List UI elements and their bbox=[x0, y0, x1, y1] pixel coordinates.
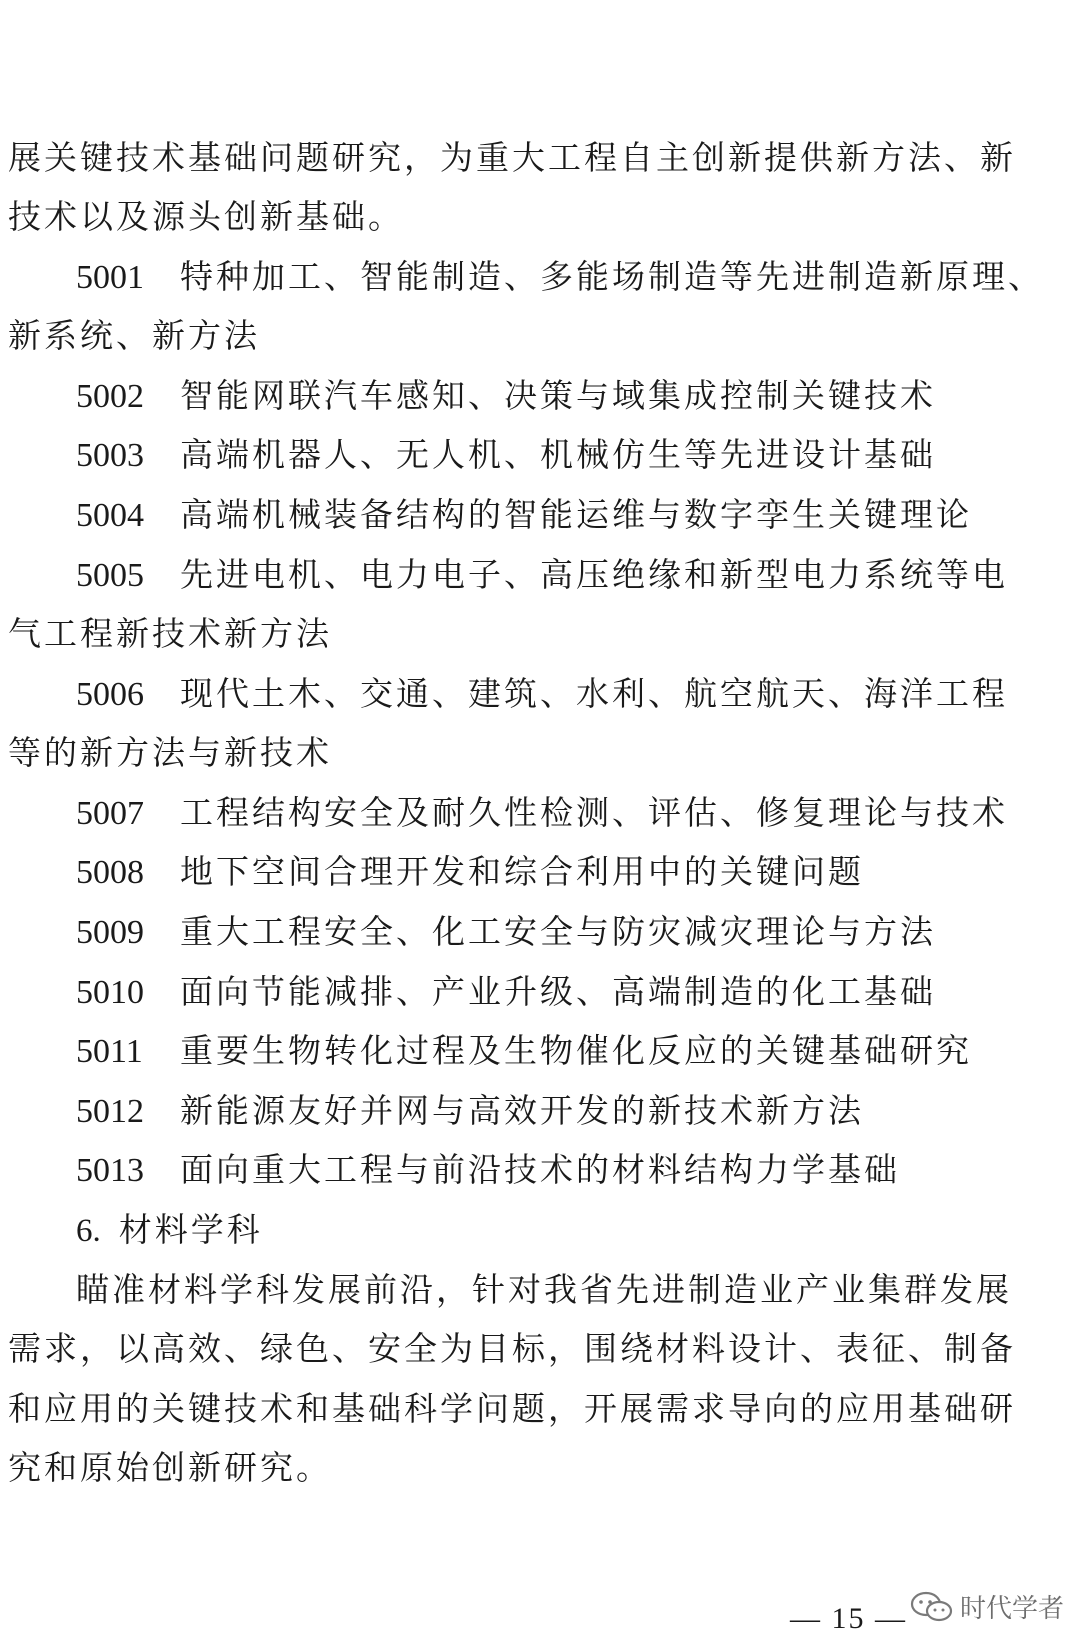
page-number: — 15 — bbox=[790, 1602, 907, 1635]
body-line-4: 究和原始创新研究。 bbox=[8, 1448, 332, 1487]
item-code: 5012 bbox=[76, 1093, 144, 1130]
section-title: 材料学科 bbox=[118, 1210, 263, 1249]
item-text: 工程结构安全及耐久性检测、评估、修复理论与技术 bbox=[180, 793, 1008, 832]
list-item bbox=[76, 1150, 1076, 1191]
item-continuation: 等的新方法与新技术 bbox=[8, 733, 332, 772]
item-code: 5010 bbox=[76, 974, 144, 1011]
item-code: 5001 bbox=[76, 259, 144, 296]
list-item bbox=[76, 793, 1076, 834]
item-continuation: 气工程新技术新方法 bbox=[8, 614, 332, 653]
item-text: 先进电机、电力电子、高压绝缘和新型电力系统等电 bbox=[180, 555, 1008, 594]
item-code: 5002 bbox=[76, 378, 144, 415]
list-item bbox=[76, 912, 1076, 953]
item-code: 5005 bbox=[76, 557, 144, 594]
item-text: 现代土木、交通、建筑、水利、航空航天、海洋工程 bbox=[180, 674, 1008, 713]
item-code: 5009 bbox=[76, 914, 144, 951]
item-text: 新能源友好并网与高效开发的新技术新方法 bbox=[180, 1091, 864, 1130]
item-code: 5011 bbox=[76, 1033, 143, 1070]
list-item bbox=[76, 1091, 1076, 1132]
list-item bbox=[76, 852, 1076, 893]
list-item bbox=[76, 972, 1076, 1013]
item-text: 高端机械装备结构的智能运维与数字孪生关键理论 bbox=[180, 495, 972, 534]
item-continuation: 新系统、新方法 bbox=[8, 316, 260, 355]
list-item bbox=[76, 1031, 1076, 1072]
item-code: 5008 bbox=[76, 854, 144, 891]
item-text: 面向节能减排、产业升级、高端制造的化工基础 bbox=[180, 972, 936, 1011]
list-item bbox=[76, 257, 1076, 298]
list-item bbox=[76, 495, 1076, 536]
item-text: 重大工程安全、化工安全与防灾减灾理论与方法 bbox=[180, 912, 936, 951]
item-code: 5013 bbox=[76, 1152, 144, 1189]
item-text: 智能网联汽车感知、决策与域集成控制关键技术 bbox=[180, 376, 936, 415]
item-text: 地下空间合理开发和综合利用中的关键问题 bbox=[180, 852, 864, 891]
section-heading bbox=[76, 1210, 1076, 1251]
watermark bbox=[910, 1588, 1064, 1625]
wechat-icon bbox=[910, 1590, 954, 1624]
item-text: 特种加工、智能制造、多能场制造等先进制造新原理、 bbox=[180, 257, 1044, 296]
item-code: 5004 bbox=[76, 497, 144, 534]
section-number: 6. bbox=[76, 1213, 101, 1249]
item-code: 5003 bbox=[76, 437, 144, 474]
body-line-3: 和应用的关键技术和基础科学问题，开展需求导向的应用基础研 bbox=[8, 1389, 1016, 1428]
list-item bbox=[76, 555, 1076, 596]
list-item bbox=[76, 376, 1076, 417]
item-text: 重要生物转化过程及生物催化反应的关键基础研究 bbox=[180, 1031, 972, 1070]
body-line-1: 瞄准材料学科发展前沿，针对我省先进制造业产业集群发展 bbox=[76, 1270, 1012, 1309]
intro-line-1: 展关键技术基础问题研究，为重大工程自主创新提供新方法、新 bbox=[8, 138, 1016, 177]
list-item bbox=[76, 674, 1076, 715]
body-line-2: 需求，以高效、绿色、安全为目标，围绕材料设计、表征、制备 bbox=[8, 1329, 1016, 1368]
item-code: 5006 bbox=[76, 676, 144, 713]
item-code: 5007 bbox=[76, 795, 144, 832]
watermark-text: 时代学者 bbox=[959, 1594, 1064, 1624]
item-text: 高端机器人、无人机、机械仿生等先进设计基础 bbox=[180, 435, 936, 474]
list-item bbox=[76, 435, 1076, 476]
item-text: 面向重大工程与前沿技术的材料结构力学基础 bbox=[180, 1150, 900, 1189]
intro-line-2: 技术以及源头创新基础。 bbox=[8, 197, 404, 236]
